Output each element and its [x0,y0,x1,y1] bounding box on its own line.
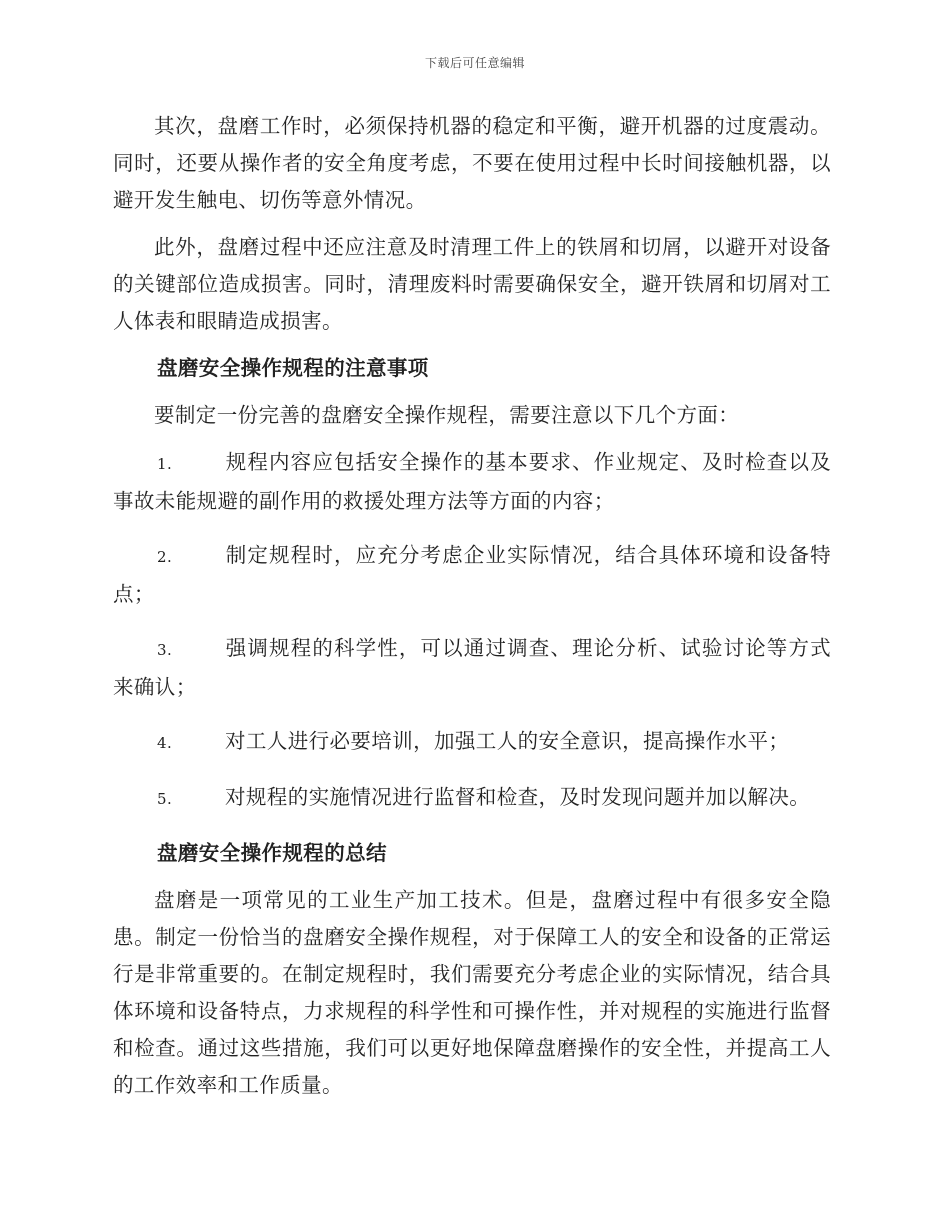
list-item-number: 5. [157,790,173,808]
list-item-text: 对工人进行必要培训，加强工人的安全意识，提高操作水平； [225,729,790,753]
list-item-number: 2. [157,548,173,566]
list-item-number: 3. [157,641,173,659]
list-item-number: 4. [157,734,173,752]
list-item-text: 规程内容应包括安全操作的基本要求、作业规定、及时检查以及事故未能规避的副作用的救援处理方法等方面的内容； [113,450,831,513]
list-item [113,537,831,613]
document-body [113,108,831,1114]
paragraph-summary: 盘磨是一项常见的工业生产加工技术。但是，盘磨过程中有很多安全隐患。制定一份恰当的盘磨安全操作规程，对于保障工人的安全和设备的正常运行是非常重要的。在制定规程时，我们需要充分考虑企业的实际情况，结合具体环境和设备特点，力求规程的科学性和可操作性，并对规程的实施进行监督和检查。通过这些措施，我们可以更好地保障盘磨操作的安全性，并提高工人的工作效率和工作质量。 [113,888,831,1097]
page-header: 下载后可任意编辑 [424,56,525,70]
section-heading-summary: 盘磨安全操作规程的总结 [157,841,387,865]
paragraph-cleaning: 此外，盘磨过程中还应注意及时清理工件上的铁屑和切屑，以避开对设备的关键部位造成损害。同时，清理废料时需要确保安全，避开铁屑和切屑对工人体表和眼睛造成损害。 [113,235,831,333]
section-intro: 要制定一份完善的盘磨安全操作规程，需要注意以下几个方面： [154,403,740,427]
list-item [113,630,831,706]
paragraph-stability: 其次，盘磨工作时，必须保持机器的稳定和平衡，避开机器的过度震动。同时，还要从操作者的安全角度考虑，不要在使用过程中长时间接触机器，以避开发生触电、切伤等意外情况。 [113,114,831,212]
list-item-number: 1. [157,455,173,473]
section-heading-precautions: 盘磨安全操作规程的注意事项 [157,356,429,380]
list-item [113,723,831,762]
list-item [113,444,831,520]
list-item-text: 对规程的实施情况进行监督和检查，及时发现问题并加以解决。 [225,785,811,809]
precautions-list [113,444,831,818]
list-item-text: 制定规程时，应充分考虑企业实际情况，结合具体环境和设备特点； [113,543,831,606]
list-item [113,779,831,818]
list-item-text: 强调规程的科学性，可以通过调查、理论分析、试验讨论等方式来确认； [113,636,831,699]
